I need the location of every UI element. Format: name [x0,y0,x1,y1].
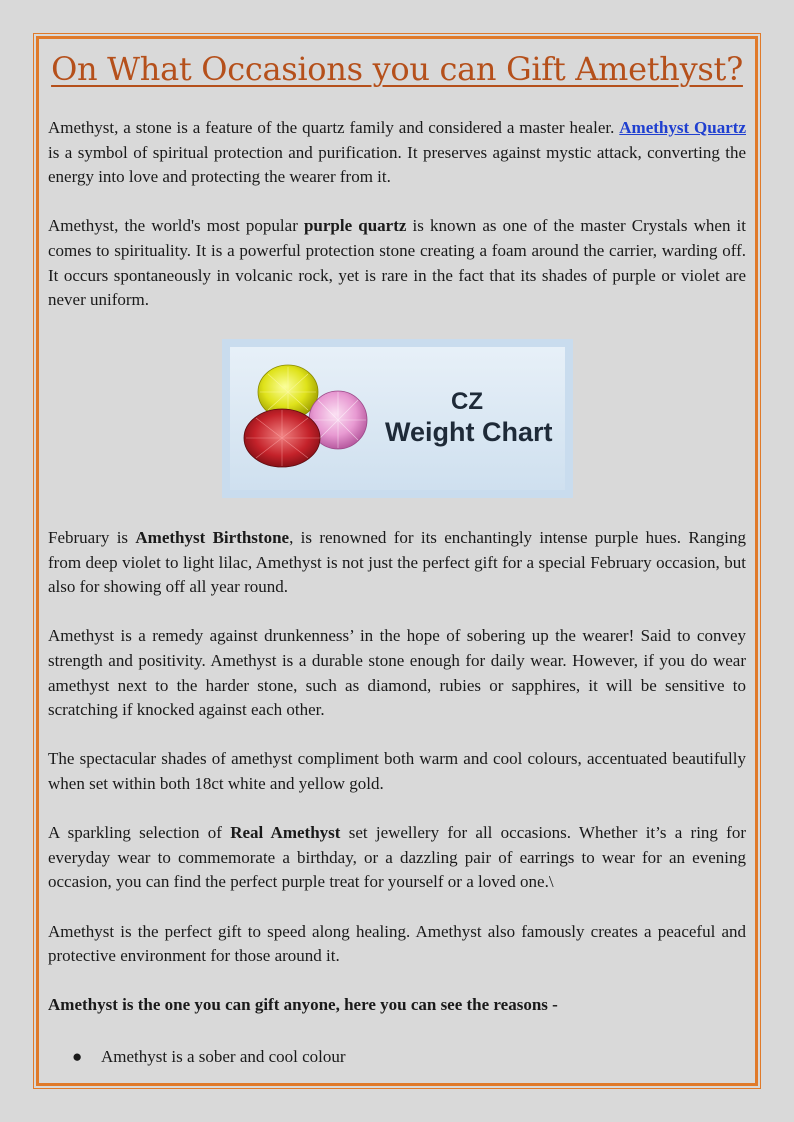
paragraph-intro: Amethyst, a stone is a feature of the quartz family and considered a master healer. Amethyst Quartz is a symbol of spiritual protection and purification. It preserves against mystic attack, converting the energy into love and protecting the wearer from it. [48,118,746,187]
article-body-continued [48,526,746,1042]
paragraph-purple-quartz: Amethyst, the world's most popular purple quartz is known as one of the master Crystals when it comes to spirituality. It is a powerful protection stone creating a foam around the carrier, warding off. It occurs spontaneously in volcanic rock, yet is rare in the fact that its shades of purple or violet are never uniform. [48,216,746,310]
amethyst-quartz-link[interactable]: Amethyst Quartz [619,118,746,137]
paragraph-healing: Amethyst is the perfect gift to speed along healing. Amethyst also famously creates a peaceful and protective environment for those around it. [48,921,746,966]
page-title: On What Occasions you can Gift Amethyst? [51,50,743,88]
article-body [48,116,746,337]
list-item: ● Amethyst is a sober and cool colour [72,1045,346,1069]
bullet-icon: ● [72,1047,83,1066]
paragraph-birthstone: February is Amethyst Birthstone, is renowned for its enchantingly intense purple hues. Ranging from deep violet to light lilac, Amethyst is not just the perfect gift for a special February occasion, but also for showing off all year round. [48,528,746,597]
gemstones-icon [238,362,378,472]
paragraph-selection: A sparkling selection of Real Amethyst set jewellery for all occasions. Whether it’s a ring for everyday wear to commemorate a birthday, or a dazzling pair of earrings to wear for an evening occasion, you can find the perfect purple treat for yourself or a loved one.\ [48,823,746,892]
banner-caption: CZ Weight Chart [385,388,553,447]
paragraph-remedy: Amethyst is a remedy against drunkenness’ in the hope of sobering up the wearer! Said to convey strength and positivity. Amethyst is a durable stone enough for daily wear. However, if you do wear amethyst next to the harder stone, such as diamond, rubies or sapphires, it will be sensitive to scratching if knocked against each other. [48,626,746,720]
paragraph-reasons-heading: Amethyst is the one you can gift anyone, here you can see the reasons - [48,995,558,1015]
paragraph-shades: The spectacular shades of amethyst compliment both warm and cool colours, accentuated beautifully when set within both 18ct white and yellow gold. [48,749,746,793]
